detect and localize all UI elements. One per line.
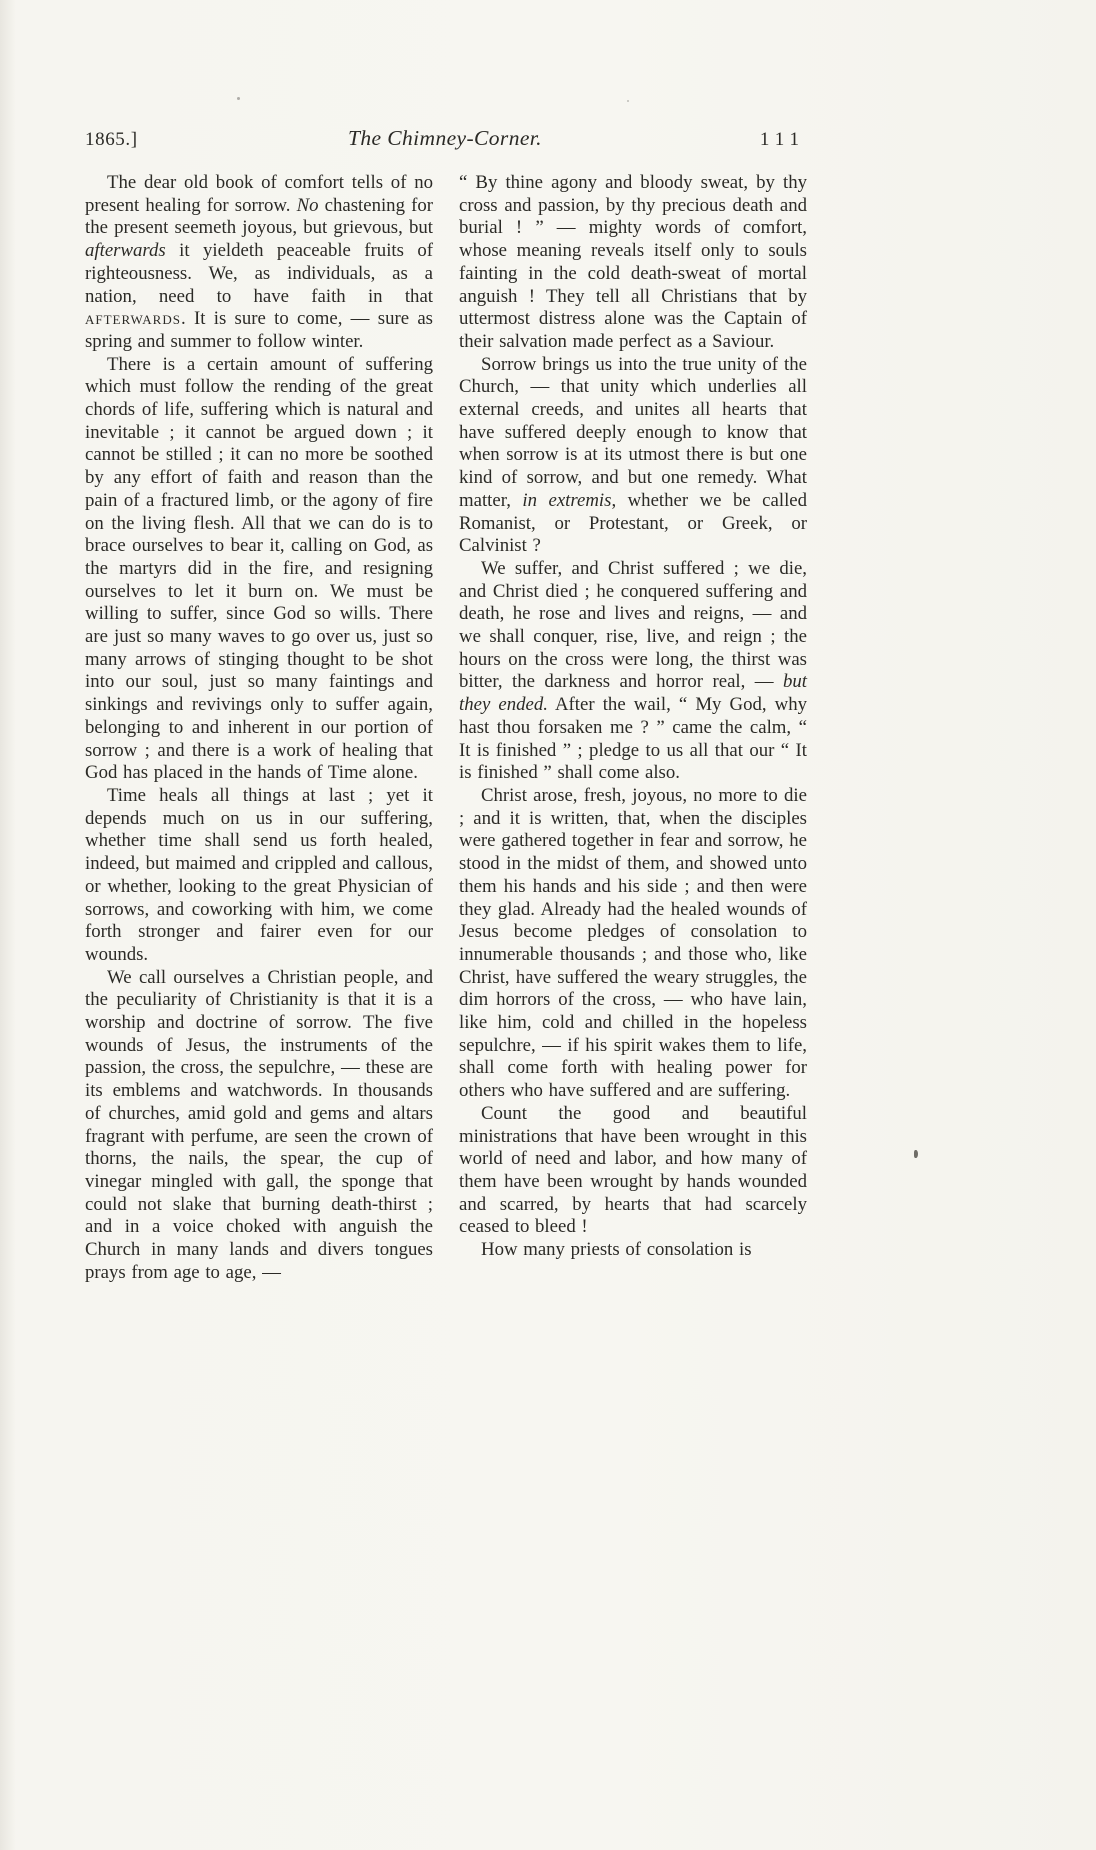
left-column (85, 172, 433, 1284)
text-segment: Christ arose, fresh, joyous, no more to die ; and it is written, that, when the disciples were gathered together in fear and sorrow, he stood in the midst of them, and showed unto them his hands and his side ; and then were they glad. Already had the healed wounds of Jesus become pledges of consolation to innumerable thousands ; and those who, like Christ, have suffered the weary struggles, the dim horrors of the cross, — who have lain, like him, cold and chilled in the hopeless sepulchre, — if his spirit wakes them to life, shall come forth with healing power for others who have suffered and are suffering. (459, 784, 807, 1102)
text-segment: it yieldeth peaceable fruits of righteousness. We, as individuals, as a nation, need to have faith in that (85, 240, 433, 307)
text-segment: Sorrow brings us into the true unity of the Church, — that unity which underlies all external creeds, and unites all hearts that have suffered deeply enough to know that when sorrow is at its utmost there is but one kind of sorrow, and but one remedy. What matter, (459, 353, 807, 511)
paragraph (459, 558, 807, 785)
text-body (85, 172, 807, 1284)
paragraph (459, 172, 807, 354)
text-segment: There is a certain amount of suffering which must follow the rending of the great chords of life, suffering which is natural and inevitable ; it cannot be argued down ; it cannot be stilled ; it can no more be soothed by any effort of faith and reason than the pain of a fractured limb, or the agony of fire on the living flesh. All that we can do is to brace ourselves to bear it, calling on God, as the martyrs did in the fire, and resigning ourselves to let it burn on. We must be willing to suffer, since God so wills. There are just so many waves to go over us, just so many arrows of stinging thought to be shot into our soul, just so many faintings and sinkings and revivings only to suffer again, belonging to and inherent in our portion of sorrow ; and there is a work of healing that God has placed in the hands of Time alone. (85, 353, 433, 784)
text-segment-smallcaps: afterwards (85, 308, 181, 330)
scan-artifact (627, 100, 629, 102)
text-segment: . It is sure to come, — sure as spring and summer to follow winter. (85, 308, 433, 352)
text-segment: Count the good and beautiful ministrations that have been wrought in this world of need and labor, and how many of them have been wrought by hands wounded and scarred, by hearts that had scarcely ceased to bleed ! (459, 1102, 807, 1238)
text-segment: After the wail, “ My God, why hast thou forsaken me ? ” came the calm, “ It is finished ” ; pledge to us all that our “ It is finished ” shall come also. (459, 694, 807, 784)
scan-artifact (914, 1150, 918, 1158)
paragraph (85, 967, 433, 1285)
running-title: The Chimney-Corner. (348, 126, 542, 150)
text-segment: The dear old book of comfort tells of no present healing for sorrow. (85, 172, 433, 216)
paragraph (85, 172, 433, 354)
text-segment: Time heals all things at last ; yet it depends much on us in our suffering, whether time shall send us forth healed, indeed, but maimed and crippled and callous, or whether, looking to the great Physician of sorrows, and coworking with him, we come forth stronger and fairer even for our wounds. (85, 784, 433, 965)
text-segment: How many priests of consolation is (481, 1239, 752, 1261)
text-segment: We call ourselves a Christian people, and the peculiarity of Christianity is that it is a worship and doctrine of sorrow. The five wounds of Jesus, the instruments of the passion, the cross, the sepulchre, — these are its emblems and watchwords. In thousands of churches, amid gold and gems and altars fragrant with perfume, are seen the crown of thorns, the nails, the spear, the cup of vinegar mingled with gall, the sponge that could not slake that burning death-thirst ; and in a voice choked with anguish the Church in many lands and divers tongues prays from age to age, — (85, 966, 433, 1283)
text-segment-italic: afterwards (85, 240, 166, 262)
text-segment-italic: but they ended. (459, 671, 807, 716)
text-segment: “ By thine agony and bloody sweat, by thy cross and passion, by thy precious death and burial ! ” — mighty words of comfort, whose meaning reveals itself only to souls fainting in the cold death-sweat of mortal anguish ! They tell all Christians that by uttermost distress alone was the Captain of their salvation made perfect as a Saviour. (459, 172, 807, 352)
text-segment: chastening for the present seemeth joyous, but grievous, but (85, 194, 433, 239)
text-segment-italic: in extremis (522, 489, 612, 511)
text-segment: We suffer, and Christ suffered ; we die, and Christ died ; he conquered suffering and death, he rose and lives and reigns, — and we shall conquer, rise, live, and reign ; the hours on the cross were long, the thirst was bitter, the darkness and horror real, — (459, 557, 807, 693)
scan-artifact (237, 97, 240, 100)
paragraph (459, 1239, 807, 1262)
page-number: 111 (759, 129, 805, 150)
paragraph (459, 785, 807, 1103)
paragraph (85, 785, 433, 967)
paragraph (459, 354, 807, 558)
paragraph (85, 354, 433, 785)
text-segment-italic: No (296, 194, 319, 216)
page-header (85, 126, 805, 151)
paragraph (459, 1103, 807, 1239)
publication-year: 1865.] (85, 129, 138, 150)
text-segment: , whether we be called Romanist, or Protestant, or Greek, or Calvinist ? (459, 489, 808, 557)
right-column (459, 172, 807, 1284)
